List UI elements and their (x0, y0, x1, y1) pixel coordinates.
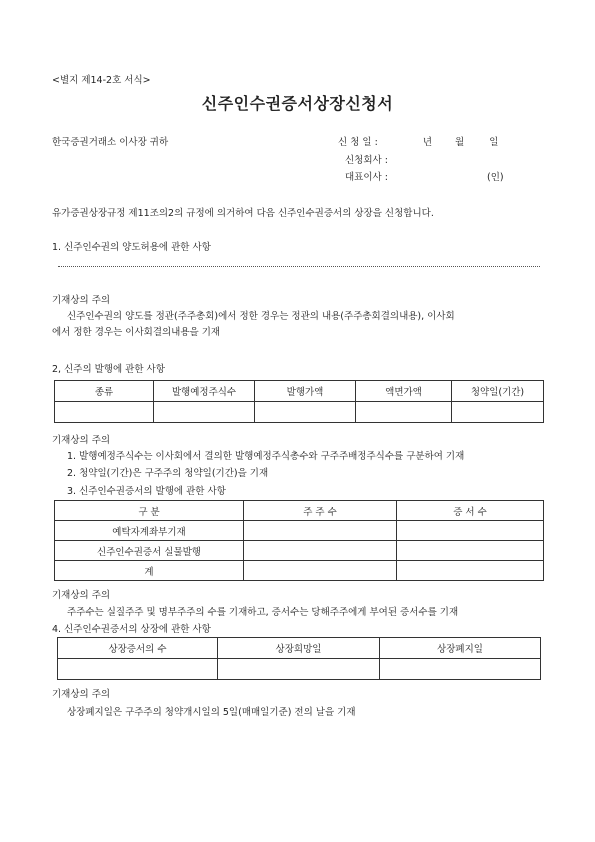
section2-note2: 2. 청약일(기간)은 구주주의 청약일(기간)을 기재 (67, 468, 269, 479)
fill-in-dotted-line[interactable] (58, 266, 540, 267)
cell-certificates[interactable] (397, 561, 544, 581)
section4-note-heading: 기재상의 주의 (52, 689, 111, 700)
cell-certificates[interactable] (397, 521, 544, 541)
row-label: 예탁자계좌부기재 (55, 521, 244, 541)
year-label: 년 (422, 137, 433, 148)
col-listed-certificates: 상장증서의 수 (58, 638, 218, 659)
cell-planned-shares[interactable] (154, 402, 255, 423)
day-label: 일 (489, 137, 499, 148)
col-issue-price: 발행가액 (255, 381, 356, 402)
cell-shareholders[interactable] (244, 561, 397, 581)
intro-text: 유가증권상장규정 제11조의2의 규정에 의거하여 다음 신주인수권증서의 상장을 신청합니다. (52, 208, 434, 219)
cell-delisting-date[interactable] (380, 659, 541, 680)
section2-note-heading: 기재상의 주의 (52, 435, 111, 446)
table-row[interactable] (58, 659, 541, 680)
col-type: 종류 (55, 381, 154, 402)
section1-note-heading: 기재상의 주의 (52, 295, 111, 306)
row-label: 신주인수권증서 실물발행 (55, 541, 244, 561)
section3-note-heading: 기재상의 주의 (52, 590, 111, 601)
seal-mark: (인) (487, 172, 504, 183)
col-par-value: 액면가액 (356, 381, 452, 402)
col-desired-listing-date: 상장희망일 (218, 638, 380, 659)
form-number: <별지 제14-2호 서식> (52, 75, 151, 86)
table-row[interactable] (55, 561, 544, 581)
row-label: 계 (55, 561, 244, 581)
share-issue-table (54, 380, 544, 423)
section4-note: 상장폐지일은 구주주의 청약개시일의 5일(매매일기준) 전의 날을 기재 (67, 707, 356, 718)
table-header-row (58, 638, 541, 659)
section1-note-line1: 신주인수권의 양도를 정관(주주총회)에서 정한 경우는 정관의 내용(주주총회결의내용), 이사회 (67, 311, 455, 322)
cell-type[interactable] (55, 402, 154, 423)
page-title: 신주인수권증서상장신청서 (201, 94, 394, 113)
col-planned-shares: 발행예정주식수 (154, 381, 255, 402)
cell-certificates[interactable] (397, 541, 544, 561)
ceo-label: 대표이사 : (345, 172, 388, 183)
col-subscription-date: 청약일(기간) (452, 381, 544, 402)
table-row[interactable] (55, 402, 544, 423)
addressee: 한국증권거래소 이사장 귀하 (52, 137, 169, 148)
applicant-company-label: 신청회사 : (345, 155, 388, 166)
table-header-row (55, 381, 544, 402)
table-row[interactable] (55, 521, 544, 541)
col-delisting-date: 상장폐지일 (380, 638, 541, 659)
cell-shareholders[interactable] (244, 521, 397, 541)
cell-shareholders[interactable] (244, 541, 397, 561)
certificate-issue-table (54, 500, 544, 581)
month-label: 월 (455, 137, 465, 148)
application-date-row (338, 134, 498, 148)
date-label: 신 청 일 : (338, 137, 378, 148)
table-row[interactable] (55, 541, 544, 561)
cell-par-value[interactable] (356, 402, 452, 423)
listing-table (57, 637, 541, 680)
table-header-row (55, 501, 544, 521)
section1-heading: 1. 신주인수권의 양도허용에 관한 사항 (52, 242, 211, 253)
col-certificates: 증 서 수 (397, 501, 544, 521)
cell-subscription-date[interactable] (452, 402, 544, 423)
cell-desired-listing-date[interactable] (218, 659, 380, 680)
cell-listed-certificates[interactable] (58, 659, 218, 680)
section2-heading: 2, 신주의 발행에 관한 사항 (52, 364, 165, 375)
section3-heading: 3. 신주인수권증서의 발행에 관한 사항 (67, 486, 226, 497)
section3-note: 주주수는 실질주주 및 명부주주의 수를 기재하고, 증서수는 당해주주에게 부여된 증서수를 기재 (67, 607, 459, 618)
section2-note1: 1. 발행예정주식수는 이사회에서 결의한 발행예정주식총수와 구주주배정주식수를 구분하여 기재 (67, 451, 465, 462)
section1-note-line2: 에서 정한 경우는 이사회결의내용을 기재 (52, 327, 221, 338)
cell-issue-price[interactable] (255, 402, 356, 423)
col-shareholders: 주 주 수 (244, 501, 397, 521)
col-category: 구 분 (55, 501, 244, 521)
section4-heading: 4. 신주인수권증서의 상장에 관한 사항 (52, 624, 211, 635)
